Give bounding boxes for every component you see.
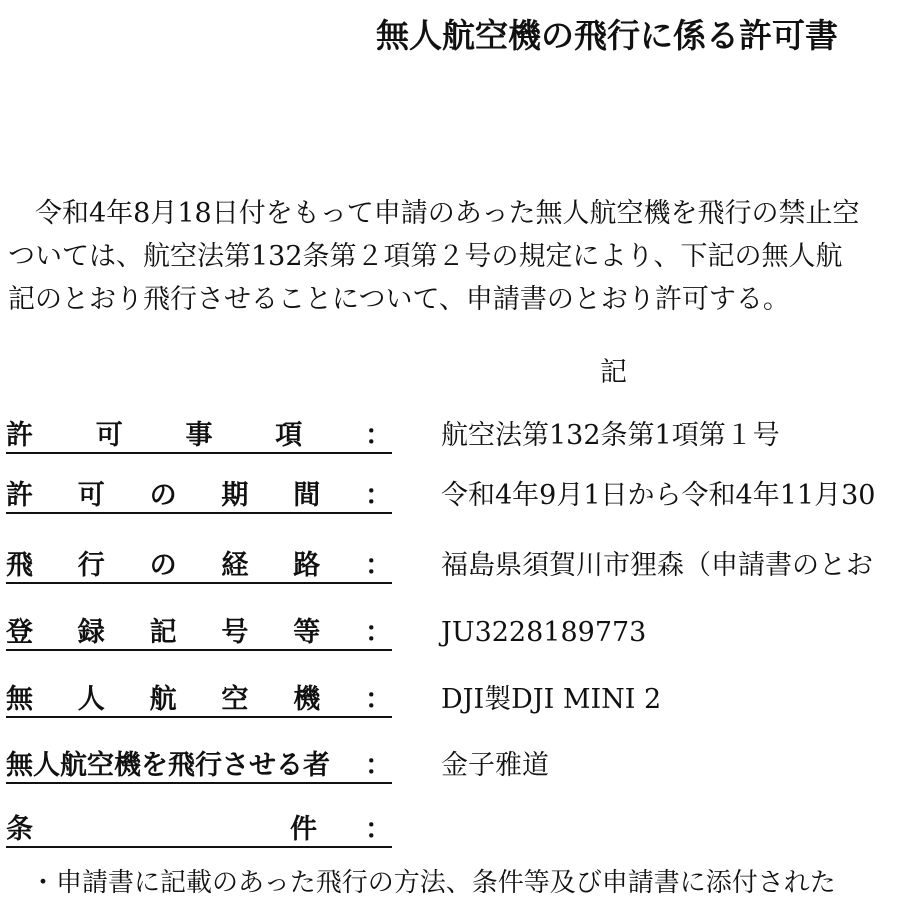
item-row-period [0, 478, 900, 518]
body-line: 記のとおり飛行させることについて、申請書のとおり許可する。 [8, 284, 790, 315]
condition-text: ・申請書に記載のあった飛行の方法、条件等及び申請書に添付された [30, 868, 836, 898]
item-label: 許 可 事 項 ： [6, 418, 392, 454]
item-row-permission [0, 418, 900, 458]
body-paragraph [8, 192, 900, 321]
item-row-aircraft [0, 682, 900, 722]
item-label: 無人航空機を飛行させる者 ： [6, 748, 392, 784]
item-value: 航空法第132条第1項第１号 [441, 420, 780, 451]
item-value: 福島県須賀川市狸森（申請書のとお [441, 550, 873, 581]
item-label: 登 録 記 号 等 ： [6, 615, 392, 651]
item-value: DJI製DJI MINI 2 [441, 684, 662, 715]
item-label: 許 可 の 期 間 ： [6, 478, 392, 514]
item-row-route [0, 548, 900, 588]
item-row-registration [0, 615, 900, 655]
body-line: 令和4年8月18日付をもって申請のあった無人航空機を飛行の禁止空 [8, 198, 860, 229]
item-label: 条 件 ： [6, 812, 392, 848]
item-label: 無 人 航 空 機 ： [6, 682, 392, 718]
item-label: 飛 行 の 経 路 ： [6, 548, 392, 584]
ki-heading: 記 [600, 357, 627, 388]
item-row-operator [0, 748, 900, 788]
item-value: JU3228189773 [441, 617, 647, 648]
document-title: 無人航空機の飛行に係る許可書 [376, 16, 838, 55]
item-row-conditions [0, 812, 900, 852]
item-value: 令和4年9月1日から令和4年11月30 [441, 480, 876, 511]
item-value: 金子雅道 [441, 750, 549, 781]
body-line: ついては、航空法第132条第２項第２号の規定により、下記の無人航 [8, 241, 843, 272]
